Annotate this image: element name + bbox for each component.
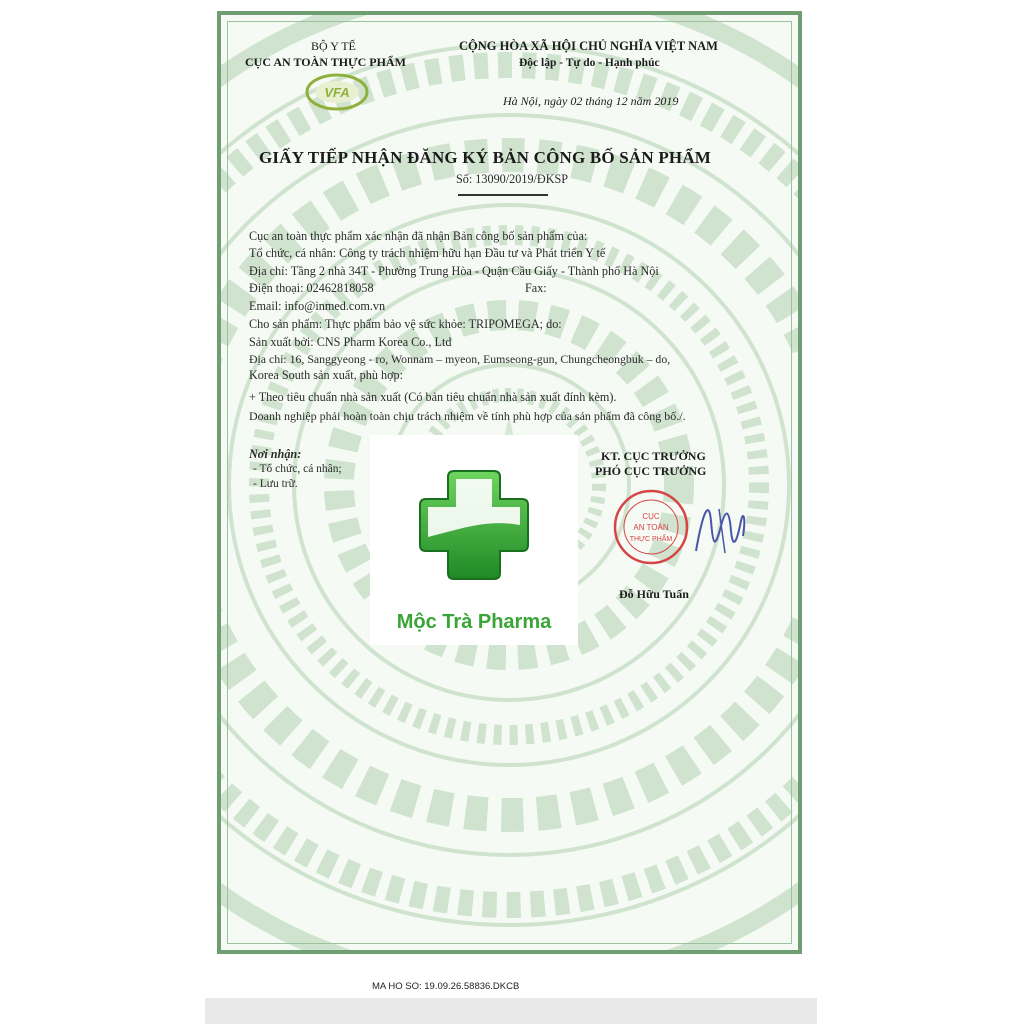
- product-line: Cho sản phẩm: Thực phẩm bảo vệ sức khỏe: TRIPOMEGA; do:: [249, 317, 562, 331]
- department-name: CỤC AN TOÀN THỰC PHẨM: [245, 55, 406, 69]
- signature-title-1: KT. CỤC TRƯỞNG: [601, 449, 706, 463]
- handwritten-signature: [691, 491, 751, 561]
- logo-text: Mộc Trà Pharma: [396, 611, 552, 633]
- stamp-text-2: AN TOÀN: [633, 523, 669, 532]
- document-number: Số: 13090/2019/ĐKSP: [456, 172, 569, 186]
- address-line: Địa chỉ: Tầng 2 nhà 34T - Phường Trung Hòa - Quận Cầu Giấy - Thành phố Hà Nội: [249, 264, 659, 278]
- signature-title-2: PHÓ CỤC TRƯỞNG: [595, 464, 707, 478]
- fax-line: Fax:: [525, 281, 547, 295]
- place-date: Hà Nội, ngày 02 tháng 12 năm 2019: [503, 94, 679, 108]
- title-underline: [458, 194, 548, 196]
- recipients-heading: Nơi nhận:: [249, 447, 302, 461]
- medical-cross-icon: [416, 467, 532, 583]
- recipient-item: - Tổ chức, cá nhân;: [253, 463, 342, 475]
- manufacturer-address-line-1: Địa chỉ: 16, Sanggyeong - ro, Wonnam – myeon, Eumseong-gun, Chungcheongbuk – do,: [249, 352, 671, 366]
- vfa-emblem-icon: [304, 72, 370, 112]
- manufacturer-address-line-2: Korea South sản xuất, phù hợp:: [249, 368, 404, 382]
- certificate-document: [217, 11, 802, 954]
- signer-name: Đỗ Hữu Tuấn: [619, 587, 689, 601]
- emblem-text: VFA: [324, 85, 350, 100]
- official-stamp-icon: [611, 487, 691, 567]
- dossier-code: MA HO SO: 19.09.26.58836.DKCB: [372, 981, 520, 992]
- stamp-text-1: CỤC: [642, 512, 660, 521]
- document-title: GIẤY TIẾP NHẬN ĐĂNG KÝ BẢN CÔNG BỐ SẢN PHẨM: [259, 148, 712, 167]
- standard-line: + Theo tiêu chuẩn nhà sản xuất (Có bản tiêu chuẩn nhà sản xuất đính kèm).: [249, 390, 617, 404]
- organization-line: Tổ chức, cá nhân: Công ty trách nhiệm hữu hạn Đầu tư và Phát triển Y tế: [249, 246, 606, 260]
- phone-line: Điện thoại: 02462818058: [249, 281, 374, 295]
- intro-line: Cục an toàn thực phẩm xác nhận đã nhận Bản công bố sản phẩm của:: [249, 229, 588, 243]
- bottom-bar: [205, 998, 817, 1024]
- country-name: CỘNG HÒA XÃ HỘI CHỦ NGHĨA VIỆT NAM: [459, 39, 718, 53]
- email-line: Email: info@inmed.com.vn: [249, 299, 386, 313]
- stamp-text-3: THỰC PHẨM: [629, 536, 673, 543]
- ministry-name: BỘ Y TẾ: [311, 39, 356, 53]
- recipient-item: - Lưu trữ.: [253, 478, 298, 490]
- national-motto: Độc lập - Tự do - Hạnh phúc: [519, 57, 660, 69]
- watermark-logo: [370, 435, 578, 645]
- responsibility-line: Doanh nghiệp phải hoàn toàn chịu trách nhiệm về tính phù hợp của sản phẩm đã công bố./.: [249, 409, 686, 423]
- manufacturer-line: Sản xuất bởi: CNS Pharm Korea Co., Ltd: [249, 335, 452, 349]
